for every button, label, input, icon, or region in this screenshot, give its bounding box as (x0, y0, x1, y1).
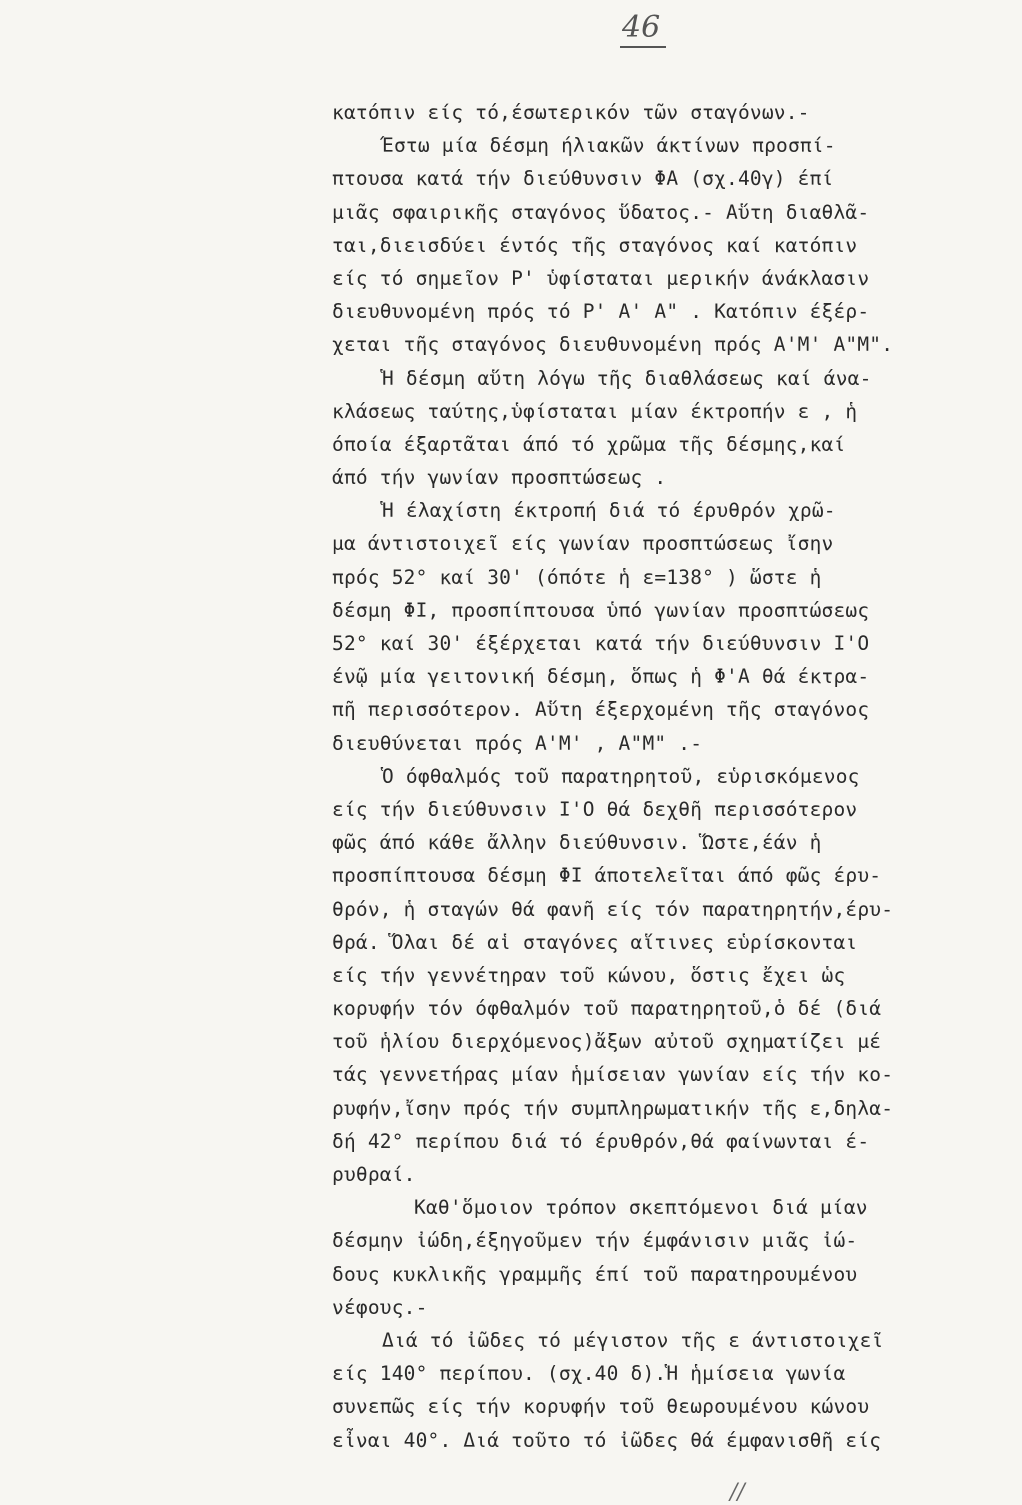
text-line: πῆ περισσότερον. Αὕτη έξερχομένη τῆς σταγόνος (332, 698, 870, 722)
text-line: πτουσα κατά τήν διεύθυνσιν ΦΑ (σχ.40γ) έπί (332, 167, 834, 191)
page-number: 46 (620, 10, 666, 48)
text-line: 52° καί 30' έξέρχεται κατά τήν διεύθυνσιν Ι'Ο (332, 632, 870, 655)
text-line: συνεπῶς είς τήν κορυφήν τοῦ θεωρουμένου κώνου (332, 1395, 870, 1419)
text-line: Καθ'ὅμοιον τρόπον σκεπτόμενοι διά μίαν (414, 1196, 868, 1220)
text-line: εἶναι 40°. Διά τοῦτο τό ἰῶδες θά έμφανισθῆ είς (332, 1428, 882, 1452)
text-line: είς τήν διεύθυνσιν Ι'Ο θά δεχθῆ περισσότερον (332, 797, 858, 821)
text-line: ένῷ μία γειτονική δέσμη, ὅπως ἡ Φ'Α θά έκτρα- (332, 665, 870, 689)
text-line: Ἡ έλαχίστη έκτροπή διά τό έρυθρόν χρῶ- (382, 499, 836, 523)
text-line: κορυφήν τόν όφθαλμόν τοῦ παρατηρητοῦ,ὁ δέ (διά (332, 997, 882, 1021)
text-line: μιᾶς σφαιρικῆς σταγόνος ὕδατος.- Αὕτη διαθλᾶ- (332, 200, 870, 224)
text-line: είς 140° περίπου. (σχ.40 δ).Ἡ ἡμίσεια γωνία (332, 1362, 846, 1386)
text-line: είς τό σημεῖον Ρ' ὑφίσταται μερικήν άνάκλασιν (332, 266, 870, 290)
text-line: χεται τῆς σταγόνος διευθυνομένη πρός Α'Μ' Α"Μ". (332, 333, 894, 357)
text-line: κατόπιν είς τό,έσωτερικόν τῶν σταγόνων.- (332, 101, 810, 124)
bottom-handwritten-mark: // (730, 1480, 745, 1505)
text-line: Διά τό ἰῶδες τό μέγιστον τῆς ε άντιστοιχεῖ (382, 1328, 884, 1352)
text-line: πρός 52° καί 30' (όπότε ἡ ε=138° ) ὥστε ἡ (332, 565, 822, 589)
text-line: φῶς άπό κάθε ἄλλην διεύθυνσιν. Ὥστε,έάν ἡ (332, 831, 822, 855)
text-line: ται,διεισδύει έντός τῆς σταγόνος καί κατόπιν (332, 233, 858, 257)
text-line: Ἡ δέσμη αὕτη λόγω τῆς διαθλάσεως καί άνα- (382, 366, 872, 390)
text-line: Ὁ όφθαλμός τοῦ παρατηρητοῦ, εὑρισκόμενος (382, 764, 860, 788)
text-line: τοῦ ἡλίου διερχόμενος)ἄξων αὐτοῦ σχηματίζει μέ (332, 1030, 882, 1054)
text-line: τάς γεννετήρας μίαν ἡμίσειαν γωνίαν είς τήν κο- (332, 1063, 894, 1087)
text-line: δέσμην ἰώδη,έξηγοῦμεν τήν έμφάνισιν μιᾶς ἰώ- (332, 1229, 858, 1253)
text-line: είς τήν γεννέτηραν τοῦ κώνου, ὅστις ἔχει ὡς (332, 963, 846, 987)
text-line: διευθυνομένη πρός τό Ρ' Α' Α" . Κατόπιν έξέρ- (332, 300, 870, 324)
text-line: κλάσεως ταύτης,ὑφίσταται μίαν έκτροπήν ε , ἡ (332, 399, 858, 423)
text-line: ρυφήν,ἴσην πρός τήν συμπληρωματικήν τῆς ε,δηλα- (332, 1096, 894, 1120)
text-line: διευθύνεται πρός Α'Μ' , Α"Μ" .- (332, 731, 703, 755)
text-line: δους κυκλικῆς γραμμῆς έπί τοῦ παρατηρουμένου (332, 1262, 858, 1286)
text-line: θρόν, ἡ σταγών θά φανῆ είς τόν παρατηρητήν,έρυ- (332, 897, 894, 921)
text-line: όποία έξαρτᾶται άπό τό χρῶμα τῆς δέσμης,καί (332, 432, 846, 456)
text-line: προσπίπτουσα δέσμη ΦΙ άποτελεῖται άπό φῶς έρυ- (332, 864, 882, 888)
text-line: άπό τήν γωνίαν προσπτώσεως . (332, 466, 667, 490)
text-line: θρά. Ὅλαι δέ αἱ σταγόνες αἵτινες εὑρίσκονται (332, 930, 858, 954)
text-line: δή 42° περίπου διά τό έρυθρόν,θά φαίνωνται έ- (332, 1129, 870, 1153)
text-line: δέσμη ΦΙ, προσπίπτουσα ὑπό γωνίαν προσπτώσεως (332, 598, 870, 622)
text-line: Έστω μία δέσμη ήλιακῶν άκτίνων προσπί- (382, 134, 836, 158)
typed-text-body (332, 96, 982, 1457)
text-line: μα άντιστοιχεῖ είς γωνίαν προσπτώσεως ἴσην (332, 532, 834, 556)
text-line: ρυθραί. (332, 1163, 416, 1186)
text-line: νέφους.- (332, 1295, 428, 1319)
